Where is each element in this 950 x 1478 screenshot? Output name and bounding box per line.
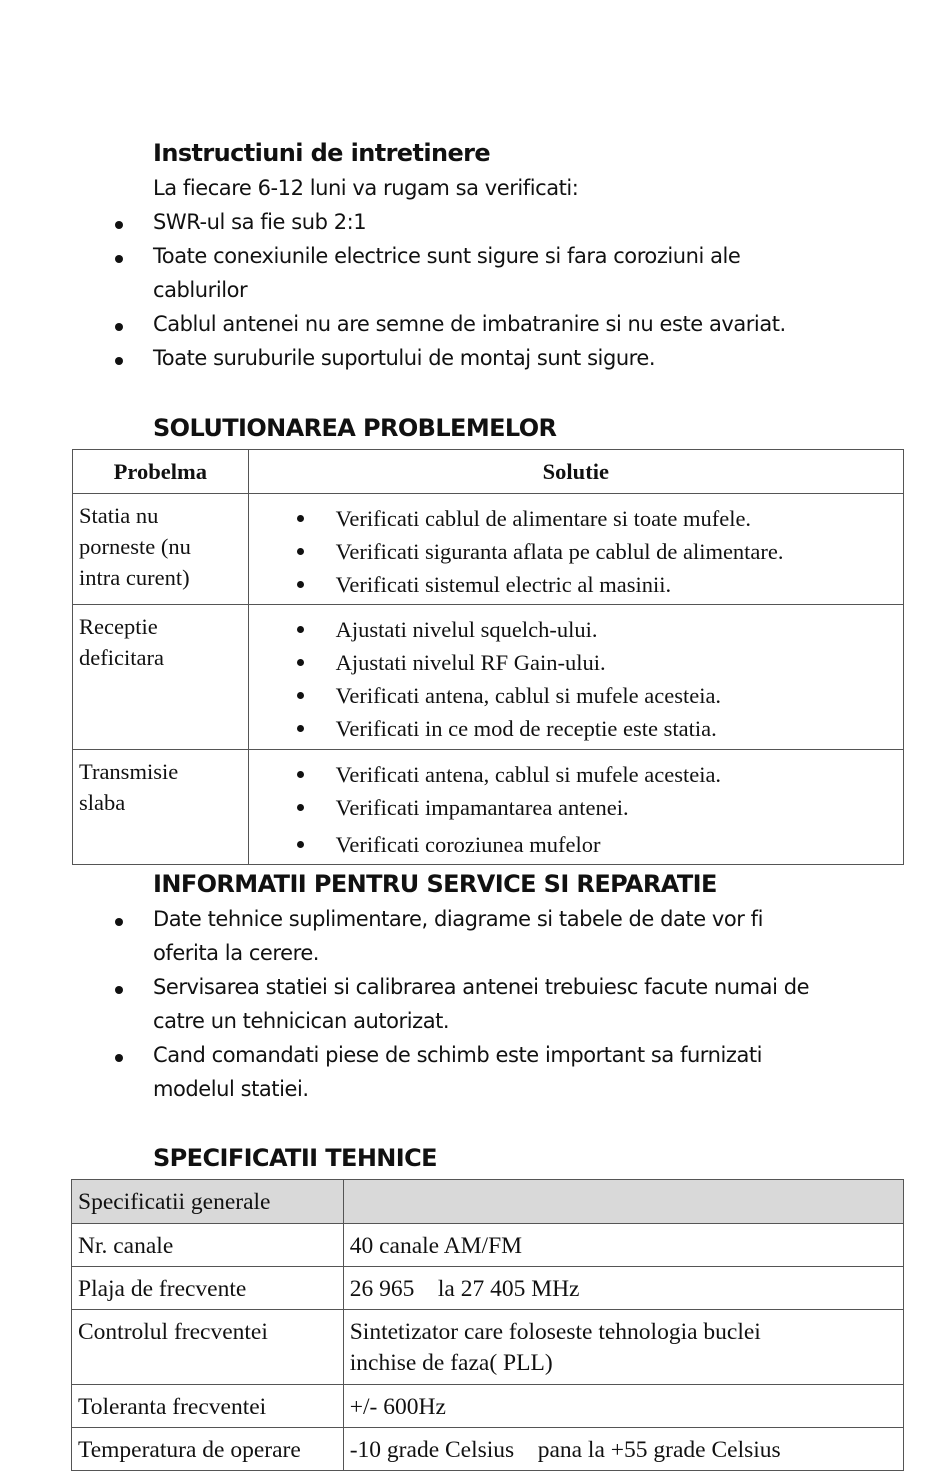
solution-cell	[248, 494, 903, 605]
table-header-row	[72, 1180, 904, 1224]
solution-text: Verificati coroziunea mufelor	[335, 832, 601, 857]
problem-line: Receptie	[79, 614, 158, 639]
troubleshooting-title: SOLUTIONAREA PROBLEMELOR	[153, 414, 557, 442]
service-title: INFORMATII PENTRU SERVICE SI REPARATIE	[153, 870, 717, 898]
solution-text: Ajustati nivelul squelch-ului.	[335, 617, 598, 642]
spec-label: Nr. canale	[72, 1224, 344, 1267]
problem-line: slaba	[79, 790, 126, 815]
solution-cell	[248, 605, 903, 750]
solution-item	[249, 679, 903, 712]
spec-value: +/- 600Hz	[343, 1385, 903, 1428]
bullet-icon	[115, 221, 123, 229]
spec-label: Temperatura de operare	[72, 1428, 344, 1471]
table-row	[73, 750, 904, 865]
bullet-icon	[297, 626, 304, 633]
solution-text: Verificati in ce mod de receptie este statia.	[335, 716, 717, 741]
bullet-icon	[115, 255, 123, 263]
list-item-text: Servisarea statiei si calibrarea antenei trebuiesc facute numai de	[153, 975, 810, 999]
solution-cell	[248, 750, 903, 865]
table-row	[72, 1385, 904, 1428]
solution-item	[249, 791, 903, 824]
list-item-text: cablurilor	[153, 278, 248, 302]
bullet-icon	[297, 692, 304, 699]
spec-label: Controlul frecventei	[72, 1310, 344, 1385]
troubleshooting-table	[72, 449, 904, 865]
table-row	[73, 494, 904, 605]
bullet-icon	[115, 918, 123, 926]
bullet-icon	[297, 841, 304, 848]
bullet-icon	[297, 548, 304, 555]
solution-item	[249, 613, 903, 646]
problem-cell	[73, 494, 249, 605]
spec-value: -10 grade Celsius pana la +55 grade Celsius	[343, 1428, 903, 1471]
bullet-icon	[297, 581, 304, 588]
bullet-icon	[115, 986, 123, 994]
problem-line: Statia nu	[79, 503, 159, 528]
problem-line: Transmisie	[79, 759, 179, 784]
list-item-text: Date tehnice suplimentare, diagrame si tabele de date vor fi	[153, 907, 764, 931]
list-item-text: Toate suruburile suportului de montaj sunt sigure.	[153, 346, 656, 370]
table-row	[72, 1310, 904, 1385]
solution-text: Ajustati nivelul RF Gain-ului.	[335, 650, 606, 675]
maintenance-intro: La fiecare 6-12 luni va rugam sa verificati:	[153, 176, 579, 200]
solution-text: Verificati siguranta aflata pe cablul de alimentare.	[335, 539, 784, 564]
problem-cell	[73, 605, 249, 750]
spec-value: 26 965 la 27 405 MHz	[343, 1267, 903, 1310]
spec-label: Toleranta frecventei	[72, 1385, 344, 1428]
solution-text: Verificati antena, cablul si mufele acesteia.	[335, 762, 722, 787]
bullet-icon	[115, 1054, 123, 1062]
solution-text: Verificati antena, cablul si mufele acesteia.	[335, 683, 722, 708]
table-row	[72, 1267, 904, 1310]
list-item-text: catre un tehnicican autorizat.	[153, 1009, 450, 1033]
solution-item	[249, 646, 903, 679]
list-item-text: modelul statiei.	[153, 1077, 309, 1101]
bullet-icon	[297, 515, 304, 522]
spec-header-cell: Specificatii generale	[72, 1180, 344, 1224]
bullet-icon	[115, 323, 123, 331]
problem-line: porneste (nu	[79, 534, 191, 559]
spec-value-line: Sintetizator care foloseste tehnologia buclei	[349, 1319, 761, 1345]
column-header-solution: Solutie	[248, 450, 903, 494]
problem-cell	[73, 750, 249, 865]
solution-item	[249, 502, 903, 535]
solution-item	[249, 758, 903, 791]
bullet-icon	[115, 357, 123, 365]
problem-line: deficitara	[79, 645, 164, 670]
table-row	[72, 1224, 904, 1267]
list-item-text: SWR-ul sa fie sub 2:1	[153, 210, 367, 234]
solution-text: Verificati impamantarea antenei.	[335, 795, 629, 820]
bullet-icon	[297, 659, 304, 666]
table-row	[72, 1428, 904, 1471]
table-row	[73, 605, 904, 750]
spec-value-line: inchise de faza( PLL)	[349, 1350, 553, 1376]
bullet-icon	[297, 771, 304, 778]
solution-item	[249, 828, 903, 861]
list-item-text: Cablul antenei nu are semne de imbatranire si nu este avariat.	[153, 312, 786, 336]
solution-item	[249, 568, 903, 601]
specs-title: SPECIFICATII TEHNICE	[153, 1144, 437, 1172]
spec-value: 40 canale AM/FM	[343, 1224, 903, 1267]
table-header-row	[73, 450, 904, 494]
bullet-icon	[297, 804, 304, 811]
column-header-problem: Probelma	[73, 450, 249, 494]
spec-label: Plaja de frecvente	[72, 1267, 344, 1310]
solution-text: Verificati cablul de alimentare si toate mufele.	[335, 506, 752, 531]
problem-line: intra curent)	[79, 565, 190, 590]
spec-header-cell	[343, 1180, 903, 1224]
list-item-text: Cand comandati piese de schimb este important sa furnizati	[153, 1043, 763, 1067]
spec-value	[343, 1310, 903, 1385]
specs-table	[71, 1179, 904, 1471]
list-item-text: Toate conexiunile electrice sunt sigure si fara coroziuni ale	[153, 244, 741, 268]
solution-item	[249, 712, 903, 745]
bullet-icon	[297, 725, 304, 732]
list-item-text: oferita la cerere.	[153, 941, 320, 965]
maintenance-title: Instructiuni de intretinere	[153, 139, 491, 167]
solution-text: Verificati sistemul electric al masinii.	[335, 572, 672, 597]
solution-item	[249, 535, 903, 568]
